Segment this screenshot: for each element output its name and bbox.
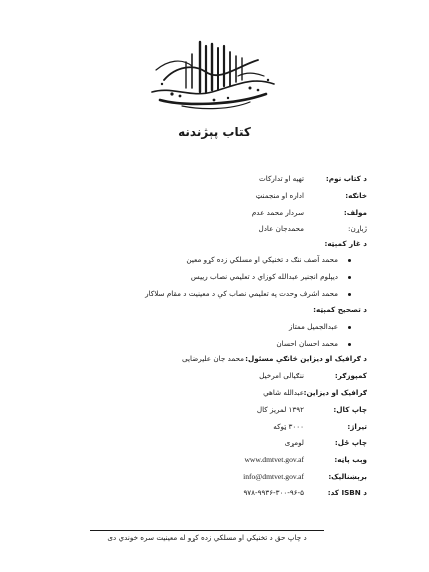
copyright-footer: د چاپ حق د تخنیکي او مسلکي زده کړو له معینیت سره خوندي دی [90,530,324,545]
email-link[interactable]: info@dmtvet.gov.af [243,472,304,481]
publisher-value: اداره او منجمنټ [255,191,304,200]
bismillah-calligraphy [142,36,282,114]
bullet-icon [348,259,351,262]
website-link[interactable]: www.dmtvet.gov.af [244,455,304,464]
print-number-label: چاپ ځل: [334,438,367,447]
translator-label: ژباړن: [348,224,367,233]
print-year-label: چاپ کال: [333,405,367,414]
book-name-value: تهیه او تدارکات [259,174,304,183]
committee-item: محمد اشرف وحدت په تعلیمي نصاب کې د معینیت د مقام سلاکار [145,287,351,301]
circulation-label: تیراژ: [347,422,367,431]
website-label: وېب پاڼه: [334,455,367,464]
committee-item: محمد آصف ننګ د تخنیکي او مسلکي زده کړو معین [186,253,351,267]
correction-item: عبدالجمیل ممتاز [289,320,351,334]
bullet-icon [348,276,351,279]
bullet-icon [348,293,351,296]
circulation-value: ۳۰۰۰ ټوکه [273,422,304,431]
design-lead-label: د ګرافیک او دیزاین څانګې مسئول: [245,354,367,363]
isbn-value: ۹۷۸-۹۹۳۶-۳۰۰-۹۶-۵ [243,488,304,497]
composer-value: ننګیالی امرخیل [259,371,304,380]
author-value: سردار محمد عدم [251,208,304,217]
publisher-label: خانګه: [345,191,367,200]
book-name-label: د کتاب نوم: [325,174,367,183]
composer-label: کمپوزګر: [334,371,367,380]
page-title: کتاب پېژندنه [178,125,251,139]
committee-label: د غار کمېټه: [324,239,367,248]
correction-item: محمد احسان احسان [276,337,351,351]
email-label: برېښنالیک: [328,472,367,481]
isbn-label: د ISBN کد: [327,488,367,497]
design-lead-value: محمد جان علیرضایی [182,354,244,363]
graphic-value: عبدالله شاهي [263,388,304,397]
translator-value: محمدجان عادل [258,224,304,233]
print-year-value: ۱۳۹۲ لمریز کال [256,405,304,414]
author-label: مولف: [343,208,367,217]
bullet-icon [348,326,351,329]
bullet-icon [348,343,351,346]
committee-item: دیپلوم انجنیر عبدالله کوزاي د تعلیمي نصاب رییس [191,270,351,284]
print-number-value: لومړی [284,438,304,447]
correction-label: د تصحیح کمېټه: [313,305,367,314]
graphic-label: ګرافیک او دیزاین: [303,388,367,397]
